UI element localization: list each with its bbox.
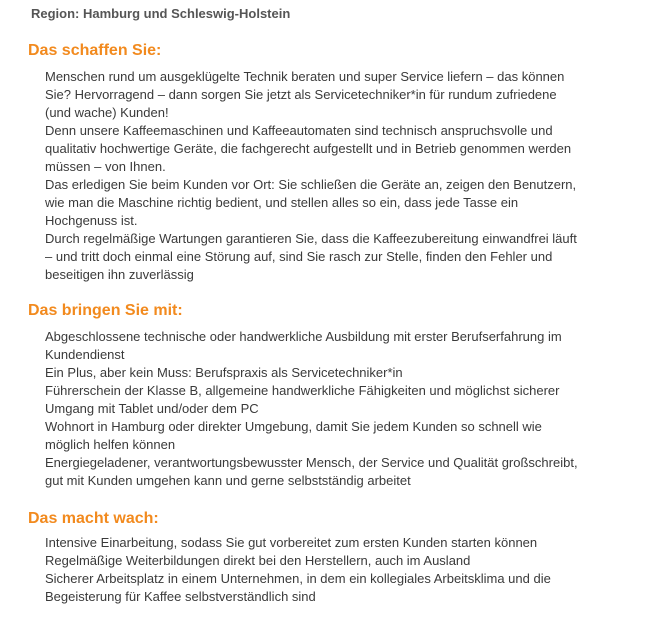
section-body-benefits [45,534,625,606]
section-title-benefits: Das macht wach: [28,510,159,527]
text-line: Ein Plus, aber kein Muss: Berufspraxis als Servicetechniker*in [45,365,403,380]
text-line: Kundendienst [45,347,125,362]
text-line: gut mit Kunden umgehen kann und gerne selbstständig arbeitet [45,473,411,488]
text-line: Menschen rund um ausgeklügelte Technik beraten und super Service liefern – das können [45,69,565,84]
text-line: qualitativ hochwertige Geräte, die fachgerecht aufgestellt und in Betrieb genommen werden [45,141,572,156]
section-body-requirements [45,328,625,490]
text-line: Hochgenuss ist. [45,213,138,228]
text-line: Das erledigen Sie beim Kunden vor Ort: Sie schließen die Geräte an, zeigen den Benutzern, [45,177,577,192]
text-line: Umgang mit Tablet und/oder dem PC [45,401,259,416]
text-line: Führerschein der Klasse B, allgemeine handwerkliche Fähigkeiten und möglichst sicherer [45,383,560,398]
text-line: Energiegeladener, verantwortungsbewusster Mensch, der Service und Qualität großschreibt, [45,455,578,470]
text-line: Denn unsere Kaffeemaschinen und Kaffeeautomaten sind technisch anspruchsvolle und [45,123,553,138]
section-title-requirements: Das bringen Sie mit: [28,302,183,319]
text-line: (und wache) Kunden! [45,105,169,120]
text-line: beseitigen ihn zuverlässig [45,267,194,282]
text-line: wie man die Maschine richtig bedient, und stellen alles so ein, dass jede Tasse ein [45,195,519,210]
text-line: Sie? Hervorragend – dann sorgen Sie jetzt als Servicetechniker*in für rundum zufriedene [45,87,557,102]
text-line: Regelmäßige Weiterbildungen direkt bei den Herstellern, auch im Ausland [45,553,471,568]
text-line: Sicherer Arbeitsplatz in einem Unternehmen, in dem ein kollegiales Arbeitsklima und die [45,571,551,586]
text-line: müssen – von Ihnen. [45,159,166,174]
text-line: Durch regelmäßige Wartungen garantieren Sie, dass die Kaffeezubereitung einwandfrei läuft [45,231,577,246]
text-line: Wohnort in Hamburg oder direkter Umgebung, damit Sie jedem Kunden so schnell wie [45,419,542,434]
text-line: Abgeschlossene technische oder handwerkliche Ausbildung mit erster Berufserfahrung im [45,329,562,344]
text-line: Intensive Einarbeitung, sodass Sie gut vorbereitet zum ersten Kunden starten können [45,535,538,550]
text-line: Begeisterung für Kaffee selbstverständlich sind [45,589,316,604]
text-line: – und tritt doch einmal eine Störung auf, sind Sie rasch zur Stelle, finden den Fehler und [45,249,553,264]
region-heading: Region: Hamburg und Schleswig-Holstein [31,6,291,21]
section-title-tasks: Das schaffen Sie: [28,42,162,59]
section-body-tasks [45,68,625,284]
text-line: möglich helfen können [45,437,176,452]
